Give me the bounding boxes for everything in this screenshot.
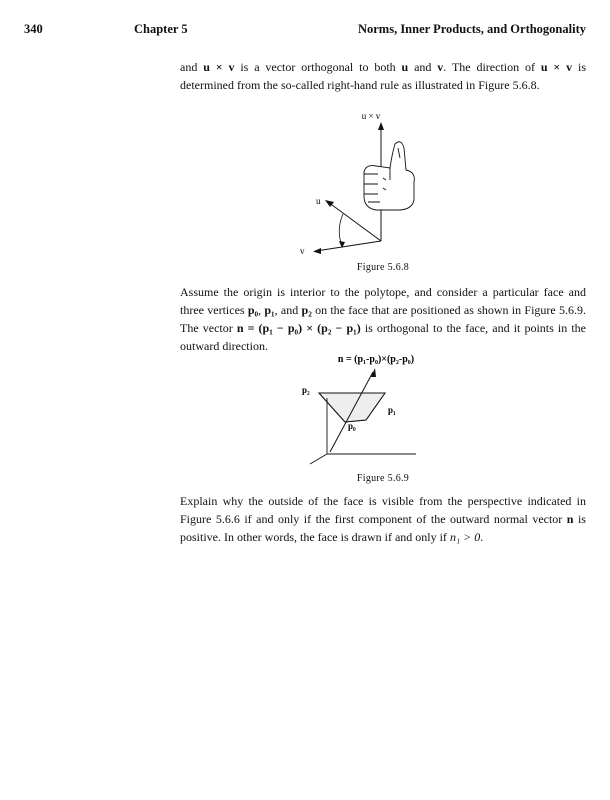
label-p1: p₁ xyxy=(388,405,396,415)
hand-outline xyxy=(364,142,414,210)
paragraph-polytope-face: Assume the origin is interior to the polytope, and consider a particular face and three vertices p₀, p₁, and p₂ on the face that are positioned as shown in Figure 5.6.9. The vector n = (p₁ − p₀) × (p₂ − p₁) is orthogonal to the face, and it points in the outward direction. xyxy=(180,285,586,353)
hand-illustration xyxy=(364,142,414,210)
normal-arrowhead xyxy=(371,368,376,377)
axis-v xyxy=(316,241,381,251)
label-u: u xyxy=(316,196,321,206)
paragraph-exercise: Explain why the outside of the face is visible from the perspective indicated in Figure 5.6.6 if and only if the first component of the outward normal vector n is positive. In other words, the face is drawn if and only if n₁ > 0. xyxy=(180,494,586,544)
figure-5-6-8-caption: Figure 5.6.8 xyxy=(356,262,410,273)
label-u-cross-v: u × v xyxy=(361,111,381,121)
running-title: Norms, Inner Products, and Orthogonality xyxy=(357,22,586,36)
figure-5-6-9-caption: Figure 5.6.9 xyxy=(356,473,410,484)
label-p2: p₂ xyxy=(302,385,310,395)
figure-right-hand-rule xyxy=(180,108,586,258)
axis-depth xyxy=(310,454,327,464)
label-v: v xyxy=(300,246,305,256)
arrowhead-v xyxy=(313,248,321,254)
normal-formula: n = (p₁-p₀)×(p₂-p₀) xyxy=(337,354,415,365)
page-header xyxy=(24,22,586,38)
chapter-label: Chapter 5 xyxy=(134,22,188,36)
label-p0: p₀ xyxy=(348,421,356,431)
page-number: 340 xyxy=(24,22,43,36)
figure-face-normal xyxy=(180,350,586,468)
paragraph-right-hand-rule: and u × v is a vector orthogonal to both u and v. The direction of u × v is determined from the so-called right-hand rule as illustrated in Figure 5.6.8. xyxy=(180,60,587,92)
arrowhead-u-cross-v xyxy=(378,122,384,130)
